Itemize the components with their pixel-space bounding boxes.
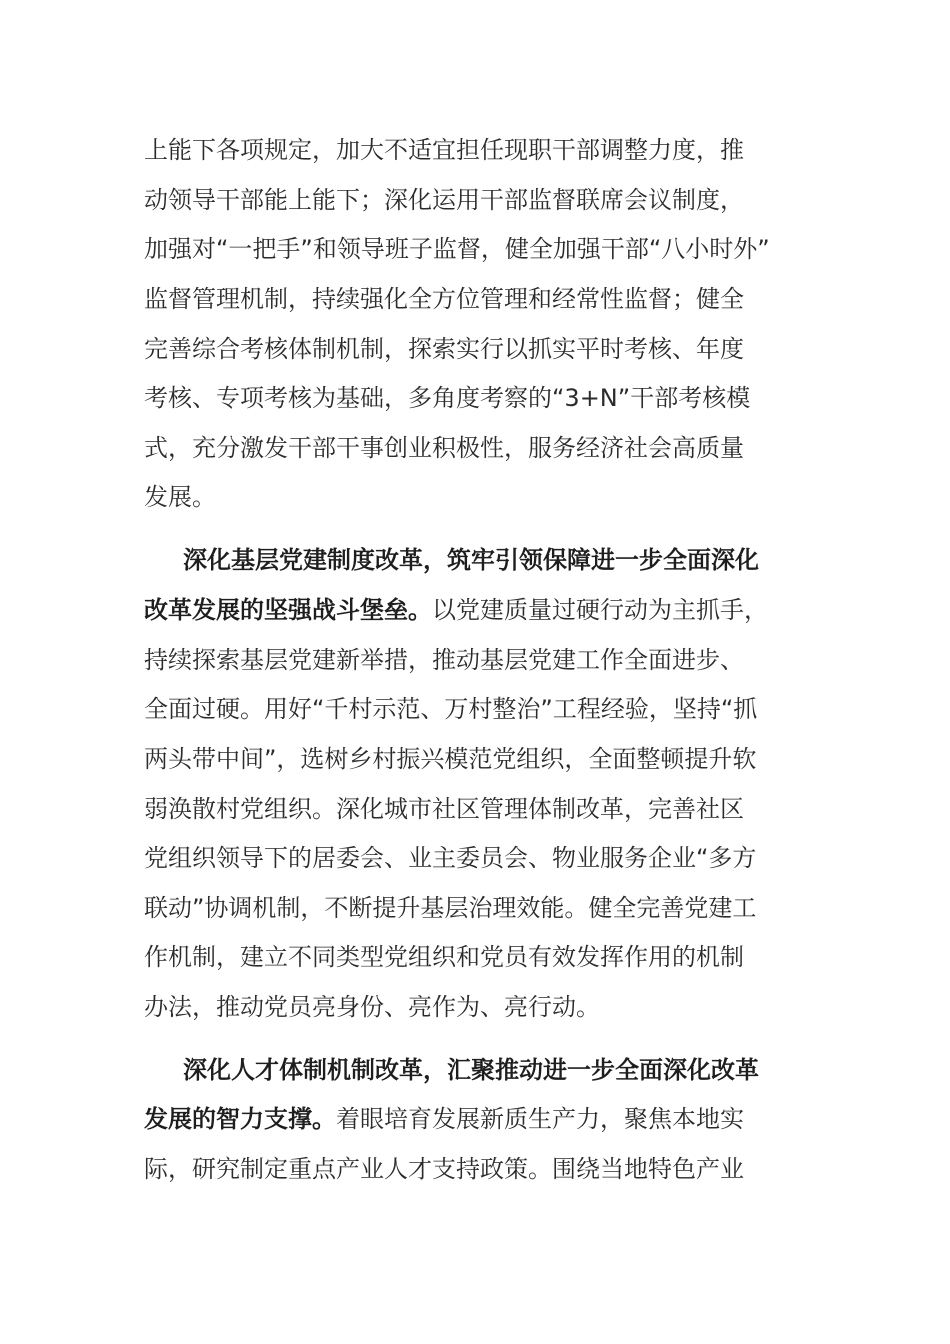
paragraph-2-heading-part-1: 深化基层党建制度改革，筑牢引领保障进一步全面深化 xyxy=(183,546,759,574)
paragraph-1-line-8: 发展。 xyxy=(144,483,216,511)
paragraph-2-line-7: 党组织领导下的居委会、业主委员会、物业服务企业“多方 xyxy=(144,844,757,872)
paragraph-3-line-2 xyxy=(144,1099,834,1139)
paragraph-2-line-2 xyxy=(144,590,834,630)
paragraph-3-line-2-rest: 着眼培育发展新质生产力，聚焦本地实 xyxy=(336,1105,744,1133)
paragraph-1-line-3: 加强对“一把手”和领导班子监督，健全加强干部“八小时外” xyxy=(144,235,770,263)
paragraph-3-heading-line-1 xyxy=(183,1050,873,1090)
paragraph-3-heading-part-1: 深化人才体制机制改革，汇聚推动进一步全面深化改革 xyxy=(183,1056,759,1084)
paragraph-3-heading-part-2: 发展的智力支撑。 xyxy=(144,1105,336,1133)
paragraph-2-line-9: 作机制，建立不同类型党组织和党员有效发挥作用的机制 xyxy=(144,943,744,971)
paragraph-1-line-2: 动领导干部能上能下；深化运用干部监督联席会议制度， xyxy=(144,186,744,214)
paragraph-2-line-2-rest: 以党建质量过硬行动为主抓手， xyxy=(432,596,768,624)
paragraph-2-heading-line-1 xyxy=(183,540,873,580)
paragraph-1-line-4: 监督管理机制，持续强化全方位管理和经常性监督；健全 xyxy=(144,285,744,313)
paragraph-2-line-8: 联动”协调机制，不断提升基层治理效能。健全完善党建工 xyxy=(144,894,757,922)
paragraph-3-line-3: 际，研究制定重点产业人才支持政策。围绕当地特色产业 xyxy=(144,1155,744,1183)
paragraph-2-line-10: 办法，推动党员亮身份、亮作为、亮行动。 xyxy=(144,993,600,1021)
paragraph-1-line-1: 上能下各项规定，加大不适宜担任现职干部调整力度，推 xyxy=(144,136,744,164)
paragraph-1-line-6: 考核、专项考核为基础，多角度考察的“3+N”干部考核模 xyxy=(144,384,751,412)
paragraph-1-line-7: 式，充分激发干部干事创业积极性，服务经济社会高质量 xyxy=(144,434,744,462)
paragraph-1-line-5: 完善综合考核体制机制，探索实行以抓实平时考核、年度 xyxy=(144,335,744,363)
paragraph-2-line-5: 两头带中间”，选树乡村振兴模范党组织，全面整顿提升软 xyxy=(144,745,757,773)
paragraph-2-line-3: 持续探索基层党建新举措，推动基层党建工作全面进步、 xyxy=(144,646,744,674)
paragraph-2-line-6: 弱涣散村党组织。深化城市社区管理体制改革，完善社区 xyxy=(144,795,744,823)
paragraph-2-heading-part-2: 改革发展的坚强战斗堡垒。 xyxy=(144,596,432,624)
paragraph-2-line-4: 全面过硬。用好“千村示范、万村整治”工程经验，坚持“抓 xyxy=(144,695,758,723)
